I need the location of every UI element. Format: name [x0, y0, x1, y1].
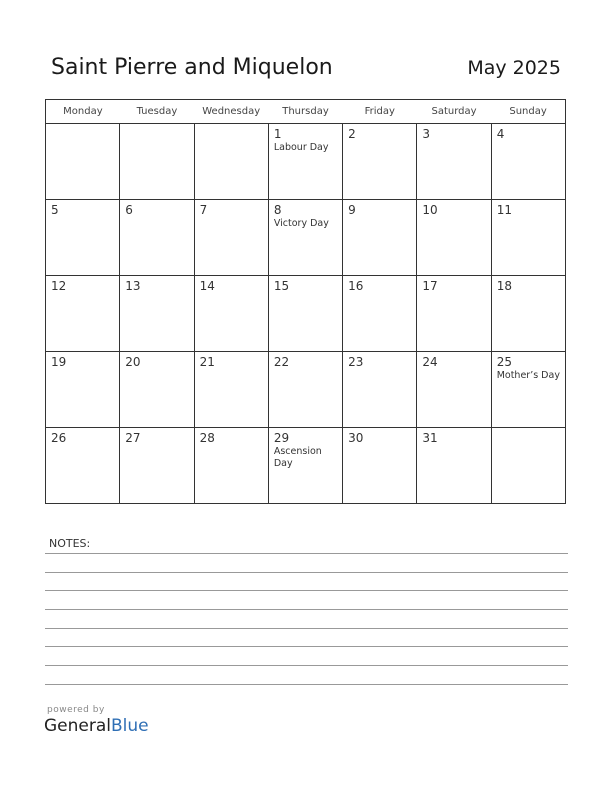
day-cell — [46, 428, 120, 504]
note-line — [45, 628, 568, 629]
day-cell — [268, 352, 342, 428]
day-number: 30 — [348, 431, 364, 445]
day-cell — [343, 428, 417, 504]
generalblue-logo[interactable] — [44, 716, 149, 736]
week-row — [46, 200, 566, 276]
day-cell — [417, 200, 491, 276]
logo-general-text: General — [44, 716, 111, 736]
day-cell — [417, 276, 491, 352]
day-cell — [194, 428, 268, 504]
day-number: 13 — [125, 279, 141, 293]
day-cell — [491, 124, 565, 200]
day-cell — [343, 276, 417, 352]
day-number: 31 — [422, 431, 438, 445]
day-number: 24 — [422, 355, 438, 369]
day-cell — [194, 276, 268, 352]
day-cell — [417, 124, 491, 200]
day-number: 23 — [348, 355, 364, 369]
day-number: 15 — [273, 279, 290, 293]
day-cell — [268, 124, 342, 200]
powered-by-text: powered by — [47, 705, 105, 715]
weekday-header: Friday — [343, 100, 417, 124]
week-row — [46, 124, 566, 200]
day-number: 6 — [125, 203, 133, 217]
day-number: 26 — [51, 431, 67, 445]
note-line — [45, 590, 568, 591]
weekday-header: Tuesday — [120, 100, 194, 124]
day-number: 18 — [496, 279, 512, 293]
holiday-label: Ascension Day — [273, 446, 322, 469]
day-number: 11 — [496, 203, 512, 217]
day-number: 4 — [496, 127, 505, 141]
day-number: 19 — [51, 355, 67, 369]
empty-day-cell — [194, 124, 268, 200]
day-number: 10 — [422, 203, 438, 217]
day-number: 8 — [273, 203, 282, 217]
note-line — [45, 609, 568, 610]
day-cell — [268, 276, 342, 352]
day-cell — [120, 352, 194, 428]
day-number: 28 — [199, 431, 215, 445]
day-cell — [46, 276, 120, 352]
day-number: 3 — [422, 127, 431, 141]
day-number: 29 — [273, 431, 290, 445]
note-line — [45, 646, 568, 647]
note-line — [45, 553, 568, 554]
calendar-grid — [45, 99, 566, 504]
day-number: 14 — [199, 279, 215, 293]
notes-label: NOTES: — [49, 537, 91, 550]
week-row — [46, 428, 566, 504]
day-number: 16 — [348, 279, 364, 293]
calendar-country-title: Saint Pierre and Miquelon — [51, 55, 333, 80]
day-number: 27 — [125, 431, 141, 445]
holiday-label: Victory Day — [273, 218, 329, 229]
day-number: 9 — [348, 203, 356, 217]
day-number: 22 — [273, 355, 290, 369]
empty-day-cell — [46, 124, 120, 200]
day-number: 7 — [199, 203, 208, 217]
day-cell — [46, 200, 120, 276]
day-number: 21 — [199, 355, 215, 369]
day-cell — [120, 276, 194, 352]
day-cell — [343, 200, 417, 276]
weekday-header: Thursday — [268, 100, 342, 124]
weekday-header: Saturday — [417, 100, 491, 124]
day-cell — [417, 352, 491, 428]
week-row — [46, 276, 566, 352]
day-number: 20 — [125, 355, 141, 369]
empty-day-cell — [491, 428, 565, 504]
empty-day-cell — [120, 124, 194, 200]
day-cell — [268, 428, 342, 504]
day-number: 5 — [51, 203, 59, 217]
note-line — [45, 665, 568, 666]
day-number: 25 — [496, 355, 512, 369]
note-line — [45, 684, 568, 685]
logo-blue-text: Blue — [111, 716, 149, 736]
day-number: 12 — [51, 279, 67, 293]
note-line — [45, 572, 568, 573]
day-number: 17 — [422, 279, 438, 293]
day-cell — [417, 428, 491, 504]
weekday-header: Sunday — [491, 100, 565, 124]
day-number: 2 — [348, 127, 356, 141]
holiday-label: Labour Day — [273, 142, 329, 153]
day-number: 1 — [273, 127, 282, 141]
holiday-label: Mother’s Day — [496, 370, 560, 381]
day-cell — [491, 200, 565, 276]
weekday-header: Monday — [46, 100, 120, 124]
day-cell — [120, 428, 194, 504]
day-cell — [491, 276, 565, 352]
day-cell — [194, 352, 268, 428]
day-cell — [120, 200, 194, 276]
weekday-header-row — [46, 100, 566, 124]
calendar-month-title: May 2025 — [467, 57, 561, 79]
weekday-header: Wednesday — [194, 100, 268, 124]
day-cell — [343, 124, 417, 200]
day-cell — [343, 352, 417, 428]
day-cell — [194, 200, 268, 276]
day-cell — [46, 352, 120, 428]
day-cell — [491, 352, 565, 428]
day-cell — [268, 200, 342, 276]
week-row — [46, 352, 566, 428]
